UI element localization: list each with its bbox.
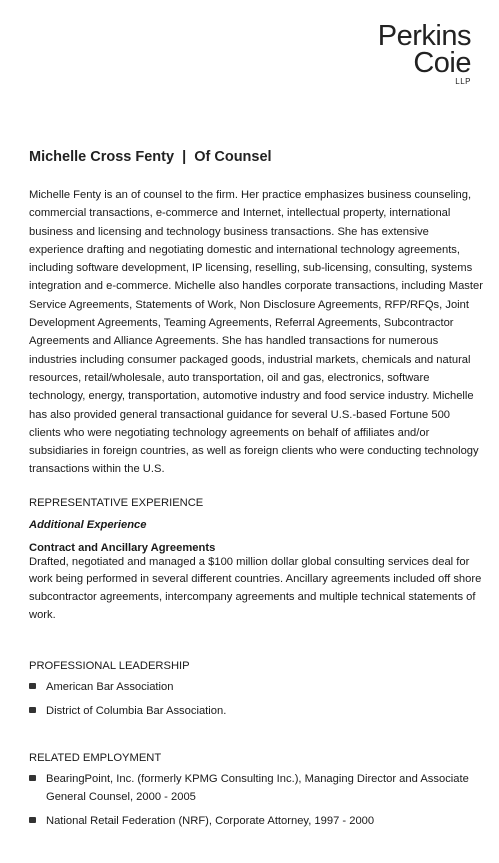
representative-heading: REPRESENTATIVE EXPERIENCE (29, 496, 204, 509)
contract-description: Drafted, negotiated and managed a $100 million dollar global consulting services deal for work being performed in several different countries. Ancillary agreements included off shore subcontractor agreements, intercompany agreements and multiple technical statements of work. (29, 555, 482, 621)
title-separator: | (182, 149, 187, 165)
employment-heading: RELATED EMPLOYMENT (29, 752, 162, 765)
list-item: District of Columbia Bar Association. (29, 702, 484, 720)
list-item: National Retail Federation (NRF), Corporate Attorney, 1997 - 2000 (29, 812, 484, 830)
bullet-icon (29, 707, 36, 713)
list-item: BearingPoint, Inc. (formerly KPMG Consulting Inc.), Managing Director and Associate General Counsel, 2000 - 2005 (29, 770, 484, 806)
logo-line-2: Coie (413, 47, 471, 79)
page-title (29, 149, 272, 165)
attorney-name: Michelle Cross Fenty (29, 149, 175, 165)
employment-list (29, 770, 484, 830)
attorney-role: Of Counsel (194, 149, 272, 165)
bullet-icon (29, 683, 36, 689)
logo-line-1: Perkins (377, 20, 471, 52)
leadership-heading: PROFESSIONAL LEADERSHIP (29, 660, 190, 673)
additional-experience-heading: Additional Experience (29, 518, 147, 531)
logo-suffix: LLP (455, 77, 471, 86)
contract-heading: Contract and Ancillary Agreements (29, 541, 216, 554)
document-body (29, 186, 484, 836)
firm-logo (378, 22, 471, 86)
list-item: American Bar Association (29, 678, 484, 696)
bio-paragraph: Michelle Fenty is an of counsel to the firm. Her practice emphasizes business counseling, commercial transactions, e-commerce and Internet, intellectual property, international business and licensing and technology business transactions. She has extensive experience drafting and negotiating domestic and international technology agreements, including software development, IP licensing, reselling, sub-licensing, consulting, systems integration and e-commerce. Michelle also handles corporate transactions, including Master Service Agreements, Statements of Work, Non Disclosure Agreements, RFP/RFQs, Joint Development Agreements, Teaming Agreements, Referral Agreements, Subcontractor Agreements and Alliance Agreements. She has handled transactions for numerous industries including consumer packaged goods, industrial markets, chemicals and natural resources, retail/wholesale, auto transportation, oil and gas, electronics, software technology, energy, transportation, automotive industry and food service industry. Michelle has also provided general transactional guidance for several U.S.-based Fortune 500 clients who were negotiating technology agreements on behalf of affiliates and/or subsidiaries in foreign countries, as well as foreign clients who were conducting technology transactions within the U.S. (29, 189, 483, 476)
leadership-list (29, 678, 484, 720)
bullet-icon (29, 775, 36, 781)
bullet-icon (29, 817, 36, 823)
